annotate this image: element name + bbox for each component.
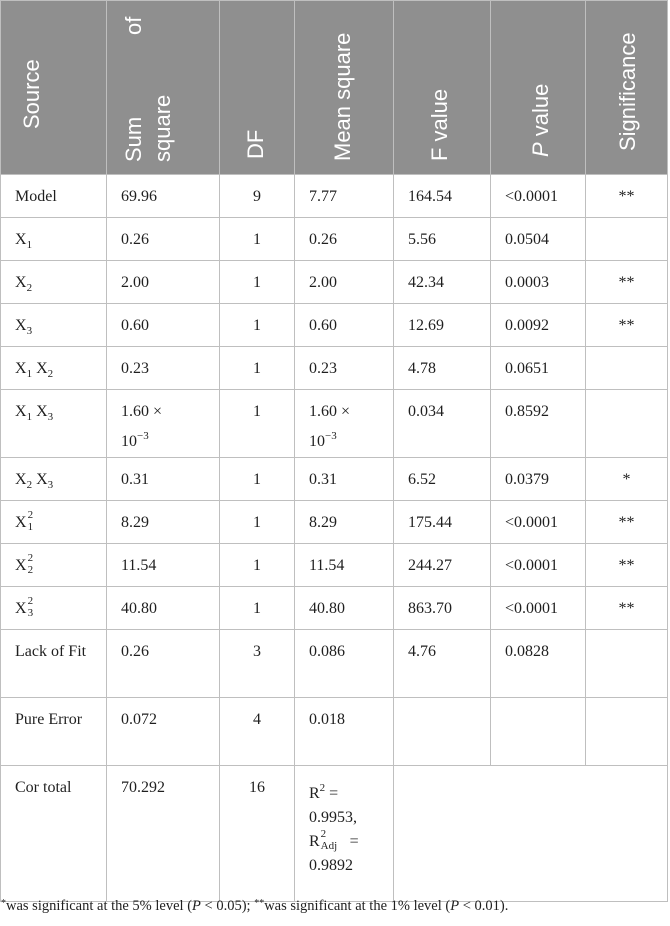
significance-cell: ** xyxy=(586,587,668,630)
mean-square-cell: 11.54 xyxy=(295,544,394,587)
sum-of-square-cell: 70.292 xyxy=(107,766,220,902)
p-value-cell: 0.0003 xyxy=(491,261,586,304)
source-cell: X 2 2 xyxy=(1,544,107,587)
source-cell: Pure Error xyxy=(1,698,107,766)
df-cell: 1 xyxy=(220,347,295,390)
p-value-cell: <0.0001 xyxy=(491,501,586,544)
mean-square-cell: $R^2$ = 0.9953, R 2 Adj = 0.9892 xyxy=(295,766,394,902)
mean-square-cell: 7.77 xyxy=(295,175,394,218)
significance-cell: ** xyxy=(586,501,668,544)
header-of-word: of xyxy=(121,16,146,35)
sum-of-square-cell: 0.26 xyxy=(107,630,220,698)
df-cell: 1 xyxy=(220,218,295,261)
p-value-cell: <0.0001 xyxy=(491,175,586,218)
sum-of-square-cell: 0.072 xyxy=(107,698,220,766)
p-value-cell: 0.0092 xyxy=(491,304,586,347)
df-cell: 1 xyxy=(220,261,295,304)
sum-of-square-cell: 0.23 xyxy=(107,347,220,390)
p-value-cell: <0.0001 xyxy=(491,587,586,630)
table-row xyxy=(1,218,668,261)
header-df: DF xyxy=(220,1,295,175)
df-cell: 9 xyxy=(220,175,295,218)
source-cell: $X_2$ xyxy=(1,261,107,304)
empty-cell xyxy=(394,766,668,902)
mean-square-cell: 40.80 xyxy=(295,587,394,630)
p-value-cell: 0.0504 xyxy=(491,218,586,261)
df-cell: 1 xyxy=(220,544,295,587)
mean-square-cell: 0.086 xyxy=(295,630,394,698)
table-footnote: *was significant at the 5% level (P < 0.05); **was significant at the 1% level (P < 0.01). xyxy=(1,898,509,914)
significance-cell: ** xyxy=(586,544,668,587)
header-p-value: P value xyxy=(491,1,586,175)
f-value-cell: 175.44 xyxy=(394,501,491,544)
header-sum-of-square xyxy=(107,1,220,175)
header-significance: Significance xyxy=(586,1,668,175)
header-source: Source xyxy=(1,1,107,175)
source-cell: Model xyxy=(1,175,107,218)
sum-of-square-cell: 40.80 xyxy=(107,587,220,630)
source-cell: Lack of Fit xyxy=(1,630,107,698)
f-value-cell: 164.54 xyxy=(394,175,491,218)
p-value-cell: 0.0379 xyxy=(491,458,586,501)
header-f-value: F value xyxy=(394,1,491,175)
f-value-cell: 42.34 xyxy=(394,261,491,304)
table-row xyxy=(1,390,668,458)
source-cell: $X_2$ $X_3$ xyxy=(1,458,107,501)
mean-square-cell: 0.018 xyxy=(295,698,394,766)
table-row xyxy=(1,304,668,347)
mean-square-cell: 0.23 xyxy=(295,347,394,390)
table-row xyxy=(1,698,668,766)
table-row xyxy=(1,544,668,587)
table-row xyxy=(1,766,668,902)
significance-cell xyxy=(586,218,668,261)
significance-cell xyxy=(586,347,668,390)
source-cell: $X_1$ xyxy=(1,218,107,261)
mean-square-cell: 0.31 xyxy=(295,458,394,501)
sum-of-square-cell: 69.96 xyxy=(107,175,220,218)
mean-square-cell: 8.29 xyxy=(295,501,394,544)
sum-of-square-cell: 0.60 xyxy=(107,304,220,347)
significance-cell: ** xyxy=(586,261,668,304)
f-value-cell: 12.69 xyxy=(394,304,491,347)
p-value-cell: 0.8592 xyxy=(491,390,586,458)
source-cell: X 2 3 xyxy=(1,587,107,630)
source-cell: X 2 1 xyxy=(1,501,107,544)
significance-cell xyxy=(586,390,668,458)
df-cell: 4 xyxy=(220,698,295,766)
f-value-cell: 6.52 xyxy=(394,458,491,501)
table-row xyxy=(1,175,668,218)
f-value-cell xyxy=(394,698,491,766)
f-value-cell: 863.70 xyxy=(394,587,491,630)
significance-cell: * xyxy=(586,458,668,501)
table-row xyxy=(1,261,668,304)
mean-square-cell: 0.60 xyxy=(295,304,394,347)
sum-of-square-cell: 0.31 xyxy=(107,458,220,501)
sum-of-square-cell: 8.29 xyxy=(107,501,220,544)
sum-of-square-cell: 11.54 xyxy=(107,544,220,587)
df-cell: 1 xyxy=(220,304,295,347)
f-value-cell: 4.78 xyxy=(394,347,491,390)
p-value-cell: <0.0001 xyxy=(491,544,586,587)
source-cell: $X_1$ $X_3$ xyxy=(1,390,107,458)
f-value-cell: 4.76 xyxy=(394,630,491,698)
significance-cell xyxy=(586,630,668,698)
header-row xyxy=(1,1,668,175)
significance-cell: ** xyxy=(586,304,668,347)
f-value-cell: 5.56 xyxy=(394,218,491,261)
table-row xyxy=(1,501,668,544)
significance-cell: ** xyxy=(586,175,668,218)
table-row xyxy=(1,630,668,698)
table-row xyxy=(1,587,668,630)
mean-square-cell: 2.00 xyxy=(295,261,394,304)
source-cell: Cor total xyxy=(1,766,107,902)
p-value-cell: 0.0828 xyxy=(491,630,586,698)
df-cell: 1 xyxy=(220,390,295,458)
df-cell: 16 xyxy=(220,766,295,902)
sum-of-square-cell: 2.00 xyxy=(107,261,220,304)
df-cell: 1 xyxy=(220,587,295,630)
table-row xyxy=(1,458,668,501)
significance-cell xyxy=(586,698,668,766)
p-value-cell xyxy=(491,698,586,766)
mean-square-cell: 1.60 × $10^{-3}$ xyxy=(295,390,394,458)
source-cell: $X_3$ xyxy=(1,304,107,347)
header-square-word: square xyxy=(150,94,175,162)
header-sum-word: Sum xyxy=(121,116,146,162)
sum-of-square-cell: 0.26 xyxy=(107,218,220,261)
df-cell: 1 xyxy=(220,458,295,501)
f-value-cell: 244.27 xyxy=(394,544,491,587)
source-cell: $X_1$ $X_2$ xyxy=(1,347,107,390)
p-value-cell: 0.0651 xyxy=(491,347,586,390)
mean-square-cell: 0.26 xyxy=(295,218,394,261)
df-cell: 3 xyxy=(220,630,295,698)
sum-of-square-cell: 1.60 × $10^{-3}$ xyxy=(107,390,220,458)
f-value-cell: 0.034 xyxy=(394,390,491,458)
df-cell: 1 xyxy=(220,501,295,544)
table-row xyxy=(1,347,668,390)
header-mean-square: Mean square xyxy=(295,1,394,175)
